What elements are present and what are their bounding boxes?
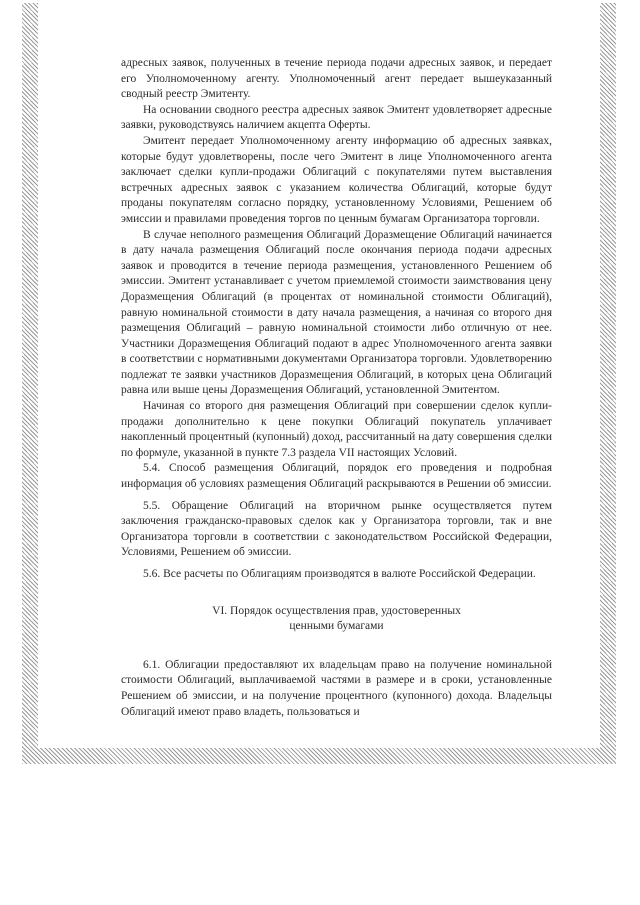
paragraph-continuation: адресных заявок, полученных в течение периода подачи адресных заявок, и передает его Уполномоченному агенту. Уполномоченный агент передает вышеуказанный сводный реестр Эмитенту.: [121, 57, 552, 101]
section-heading-line1: VI. Порядок осуществления прав, удостоверенных: [212, 604, 461, 617]
paragraph-agent-info: Эмитент передает Уполномоченному агенту информацию об адресных заявках, которые будут удовлетворены, после чего Эмитент в лице Уполномоченного агента заключает сделки купли-продажи Облигаций с покупателями путем выставления встречных адресных заявок с указанием количества Облигаций, которые будут проданы покупателям согласно порядку, установленному Условиями, Решением об эмиссии и правилами проведения торгов по ценным бумагам Организатора торговли.: [121, 134, 552, 225]
paragraph-additional-placement: В случае неполного размещения Облигаций Доразмещение Облигаций начинается в дату начала размещения Облигаций после окончания периода подачи адресных заявок и проводится в течение периода размещения, установленного Решением об эмиссии. Эмитент устанавливает с учетом приемлемой стоимости заимствования цену Доразмещения Облигаций (в процентах от номинальной стоимости Облигаций), равную номинальной стоимости в дату начала размещения, а начиная со второго дня размещения Облигаций – равную номинальной стоимости либо отличную от нее. Участники Доразмещения Облигаций подают в адрес Уполномоченного агента заявки в соответствии с нормативными документами Организатора торговли. Удовлетворению подлежат те заявки участников Доразмещения Облигаций, в которых цена Облигаций равна или выше цены Доразмещения Облигаций, установленной Эмитентом.: [121, 228, 552, 397]
document-body: [121, 56, 552, 720]
paragraph-5-5: 5.5. Обращение Облигаций на вторичном рынке осуществляется путем заключения гражданско-правовых сделок как у Организатора торговли, так и вне Организатора торговли в соответствии с законодательством Российской Федерации, Условиями, Решением об эмиссии.: [121, 499, 552, 559]
section-heading: [121, 604, 552, 635]
paragraph-accrued-coupon: Начиная со второго дня размещения Облигаций при совершении сделок купли-продажи дополнительно к цене покупки Облигаций покупатель уплачивает накопленный процентный (купонный) доход, рассчитанный на дату совершения сделки по формуле, указанной в пункте 7.3 раздела VII настоящих Условий.: [121, 400, 552, 459]
section-heading-line2: ценными бумагами: [289, 620, 384, 633]
paragraph-5-4: 5.4. Способ размещения Облигаций, порядок его проведения и подробная информация об условиях размещения Облигаций раскрываются в Решении об эмиссии.: [121, 462, 552, 491]
paragraph-5-6: 5.6. Все расчеты по Облигациям производятся в валюте Российской Федерации.: [143, 568, 536, 580]
paragraph-summary-registry: На основании сводного реестра адресных заявок Эмитент удовлетворяет адресные заявки, руководствуясь наличием акцепта Оферты.: [121, 103, 552, 132]
paragraph-6-1: 6.1. Облигации предоставляют их владельцам право на получение номинальной стоимости Облигаций, выплачиваемой частями в размере и в сроки, установленные Решением об эмиссии, и на получение процентного (купонного) дохода. Владельцы Облигаций имеют право владеть, пользоваться и: [121, 658, 552, 718]
